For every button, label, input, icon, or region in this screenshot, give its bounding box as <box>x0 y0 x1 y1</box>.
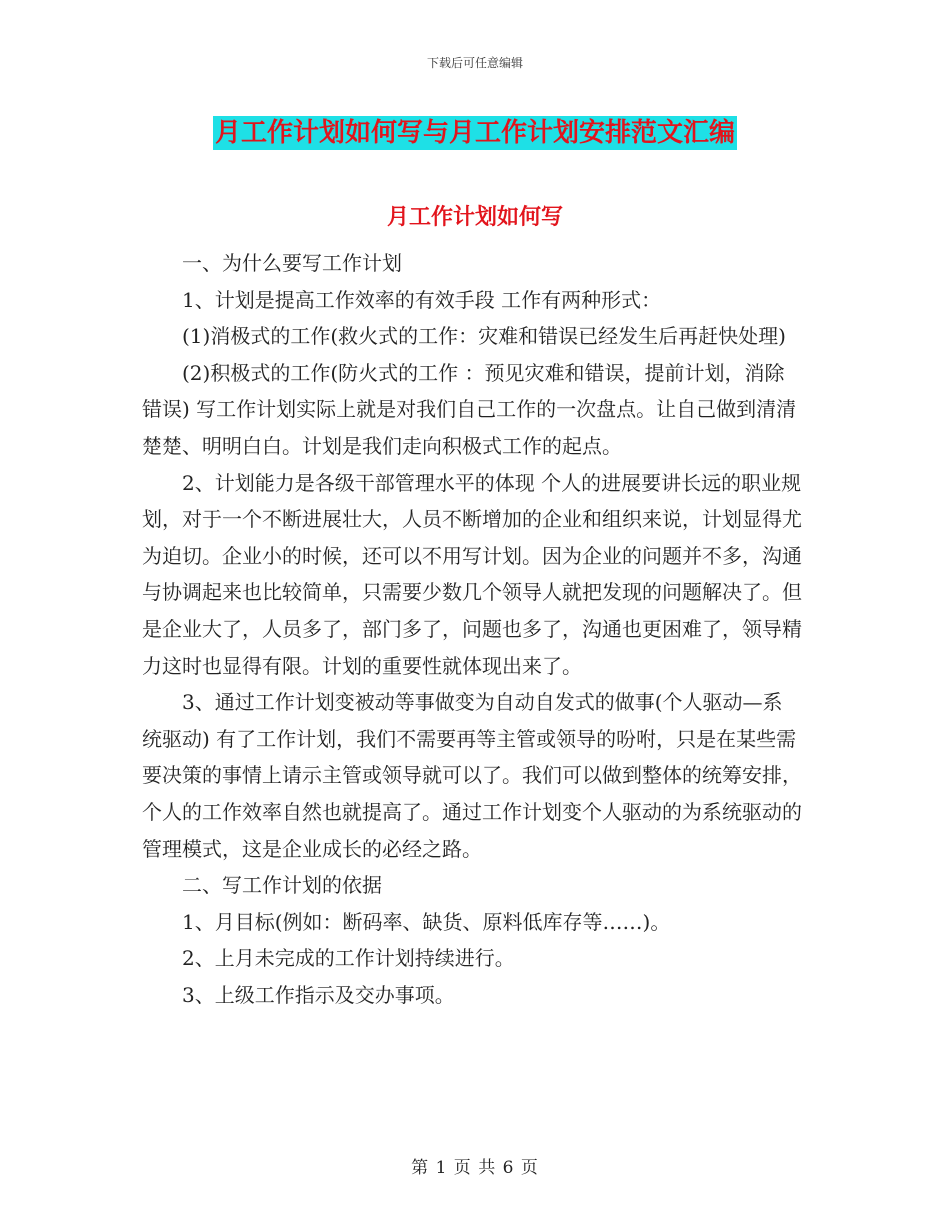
paragraph-1-1: (1)消极式的工作(救火式的工作：灾难和错误已经发生后再赶快处理) <box>182 324 786 349</box>
header-note: 下载后可任意编辑 <box>426 56 523 70</box>
paragraph-1: 1、计划是提高工作效率的有效手段 工作有两种形式： <box>182 287 662 312</box>
document-title-text: 月工作计划如何写与月工作计划安排范文汇编 <box>214 118 735 148</box>
body-text <box>142 245 802 1013</box>
page-footer: 第 1 页 共 6 页 <box>411 1158 539 1178</box>
document-title <box>0 112 950 149</box>
heading-basis: 二、写工作计划的依据 <box>182 873 382 898</box>
basis-item-2: 2、上月未完成的工作计划持续进行。 <box>182 946 515 971</box>
paragraph-2: 2、计划能力是各级干部管理水平的体现 个人的进展要讲长远的职业规划，对于一个不断进展壮大，人员不断增加的企业和组织来说，计划显得尤为迫切。企业小的时候，还可以不用写计划。因为企业的问题并不多，沟通与协调起来也比较简单，只需要少数几个领导人就把发现的问题解决了。但是企业大了，人员多了，部门多了，问题也多了，沟通也更困难了，领导精力这时也显得有限。计划的重要性就体现出来了。 <box>142 470 802 678</box>
section-title: 月工作计划如何写 <box>386 204 563 230</box>
paragraph-3: 3、通过工作计划变被动等事做变为自动自发式的做事(个人驱动—系统驱动) 有了工作计划，我们不需要再等主管或领导的吩咐，只是在某些需要决策的事情上请示主管或领导就可以了。我们可以做到整体的统筹安排，个人的工作效率自然也就提高了。通过工作计划变个人驱动的为系统驱动的管理模式，这是企业成长的必经之路。 <box>142 690 802 861</box>
paragraph-1-2: (2)积极式的工作(防火式的工作 ：预见灾难和错误，提前计划，消除错误) 写工作计划实际上就是对我们自己工作的一次盘点。让自己做到清清楚楚、明明白白。计划是我们走向积极式工作的起点。 <box>142 360 797 458</box>
basis-item-3: 3、上级工作指示及交办事项。 <box>182 982 455 1007</box>
heading-why: 一、为什么要写工作计划 <box>182 251 402 275</box>
basis-item-1: 1、月目标(例如：断码率、缺货、原料低库存等……)。 <box>182 909 671 934</box>
